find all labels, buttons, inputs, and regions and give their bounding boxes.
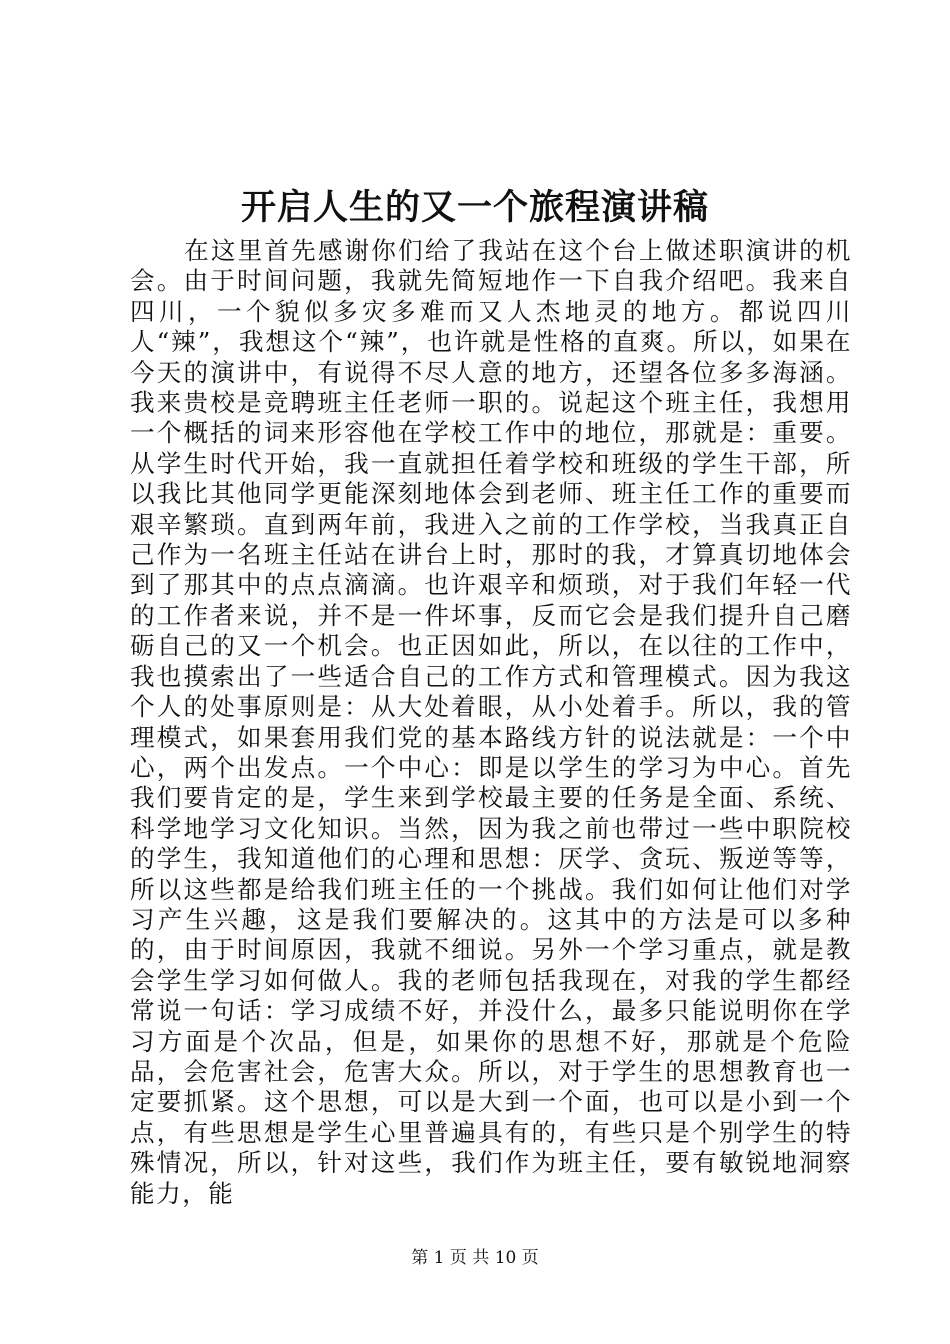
document-title: 开启人生的又一个旅程演讲稿 [240,187,709,228]
page-footer: 第 1 页 共 10 页 [411,1248,539,1268]
body-paragraph: 在这里首先感谢你们给了我站在这个台上做述职演讲的机会。由于时间问题，我就先简短地作一下自我介绍吧。我来自四川，一个貌似多灾多难而又人杰地灵的地方。都说四川人“辣”，我想这个“辣”，也许就是性格的直爽。所以，如果在今天的演讲中，有说得不尽人意的地方，还望各位多多海涵。我来贵校是竞聘班主任老师一职的。说起这个班主任，我想用一个概括的词来形容他在学校工作中的地位，那就是：重要。从学生时代开始，我一直就担任着学校和班级的学生干部，所以我比其他同学更能深刻地体会到老师、班主任工作的重要而艰辛繁琐。直到两年前，我进入之前的工作学校，当我真正自己作为一名班主任站在讲台上时，那时的我，才算真切地体会到了那其中的点点滴滴。也许艰辛和烦琐，对于我们年轻一代的工作者来说，并不是一件坏事，反而它会是我们提升自己磨砺自己的又一个机会。也正因如此，所以，在以往的工作中，我也摸索出了一些适合自己的工作方式和管理模式。因为我这个人的处事原则是：从大处着眼，从小处着手。所以，我的管理模式，如果套用我们党的基本路线方针的说法就是：一个中心，两个出发点。一个中心：即是以学生的学习为中心。首先我们要肯定的是，学生来到学校最主要的任务是全面、系统、科学地学习文化知识。当然，因为我之前也带过一些中职院校的学生，我知道他们的心理和思想：厌学、贪玩、叛逆等等，所以这些都是给我们班主任的一个挑战。我们如何让他们对学习产生兴趣，这是我们要解决的。这其中的方法是可以多种的，由于时间原因，我就不细说。另外一个学习重点，就是教会学生学习如何做人。我的老师包括我现在，对我的学生都经常说一句话：学习成绩不好，并没什么，最多只能说明你在学习方面是个次品，但是，如果你的思想不好，那就是个危险品，会危害社会，危害大众。所以，对于学生的思想教育也一定要抓紧。这个思想，可以是大到一个面，也可以是小到一个点，有些思想是学生心里普遍具有的，有些只是个别学生的特殊情况，所以，针对这些，我们作为班主任，要有敏锐地洞察能力，能 [130,236,852,1208]
